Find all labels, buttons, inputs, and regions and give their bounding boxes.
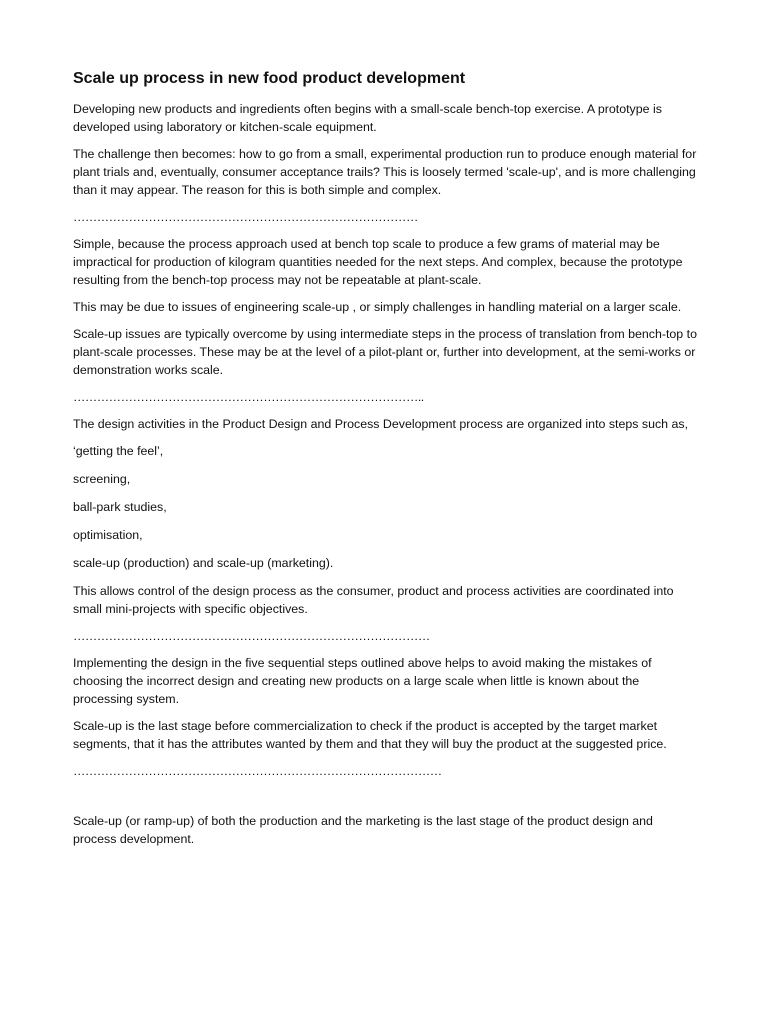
paragraph-simple-complex: Simple, because the process approach used at bench top scale to produce a few grams of material may be impractical for production of kilogram quantities needed for the next steps. And complex, because the prototype resulting from the bench-top process may not be repeatable at plant-scale. [73, 237, 683, 287]
dotted-separator: ………………………………………………………………………………… [73, 764, 442, 778]
list-item: scale-up (production) and scale-up (marketing). [73, 556, 334, 570]
document-title: Scale up process in new food product development [73, 70, 466, 87]
paragraph-design-activities: The design activities in the Product Design and Process Development process are organized into steps such as, [73, 417, 689, 431]
paragraph-engineering: This may be due to issues of engineering scale-up , or simply challenges in handling material on a larger scale. [73, 300, 682, 314]
dotted-separator: …………………………………………………………………………… [73, 210, 418, 224]
dotted-separator: ……………………………………………………………………………… [73, 629, 430, 643]
list-item: optimisation, [73, 528, 143, 542]
paragraph-implementing: Implementing the design in the five sequential steps outlined above helps to avoid making the mistakes of choosing the incorrect design and creating new products on a large scale when little is known about the processing system. [73, 656, 652, 706]
list-item: ‘getting the feel’, [73, 444, 164, 458]
paragraph-intro: Developing new products and ingredients often begins with a small-scale bench-top exercise. A prototype is developed using laboratory or kitchen-scale equipment. [73, 102, 662, 134]
paragraph-ramp-up: Scale-up (or ramp-up) of both the production and the marketing is the last stage of the product design and process development. [73, 814, 653, 846]
paragraph-control: This allows control of the design process as the consumer, product and process activities are coordinated into small mini-projects with specific objectives. [73, 584, 674, 616]
list-item: screening, [73, 472, 131, 486]
paragraph-last-stage: Scale-up is the last stage before commercialization to check if the product is accepted by the target market segments, that it has the attributes wanted by them and that they will buy the product at the suggested price. [73, 719, 667, 751]
list-item: ball-park studies, [73, 500, 167, 514]
paragraph-intermediate-steps: Scale-up issues are typically overcome by using intermediate steps in the process of translation from bench-top to plant-scale processes. These may be at the level of a pilot-plant or, further into development, at the semi-works or demonstration works scale. [73, 327, 697, 377]
paragraph-challenge: The challenge then becomes: how to go from a small, experimental production run to produce enough material for plant trials and, eventually, consumer acceptance trails? This is loosely termed 'scale-up', and is more challenging than it may appear. The reason for this is both simple and complex. [73, 147, 697, 197]
dotted-separator: …………………………………………………………………………….. [73, 390, 424, 404]
